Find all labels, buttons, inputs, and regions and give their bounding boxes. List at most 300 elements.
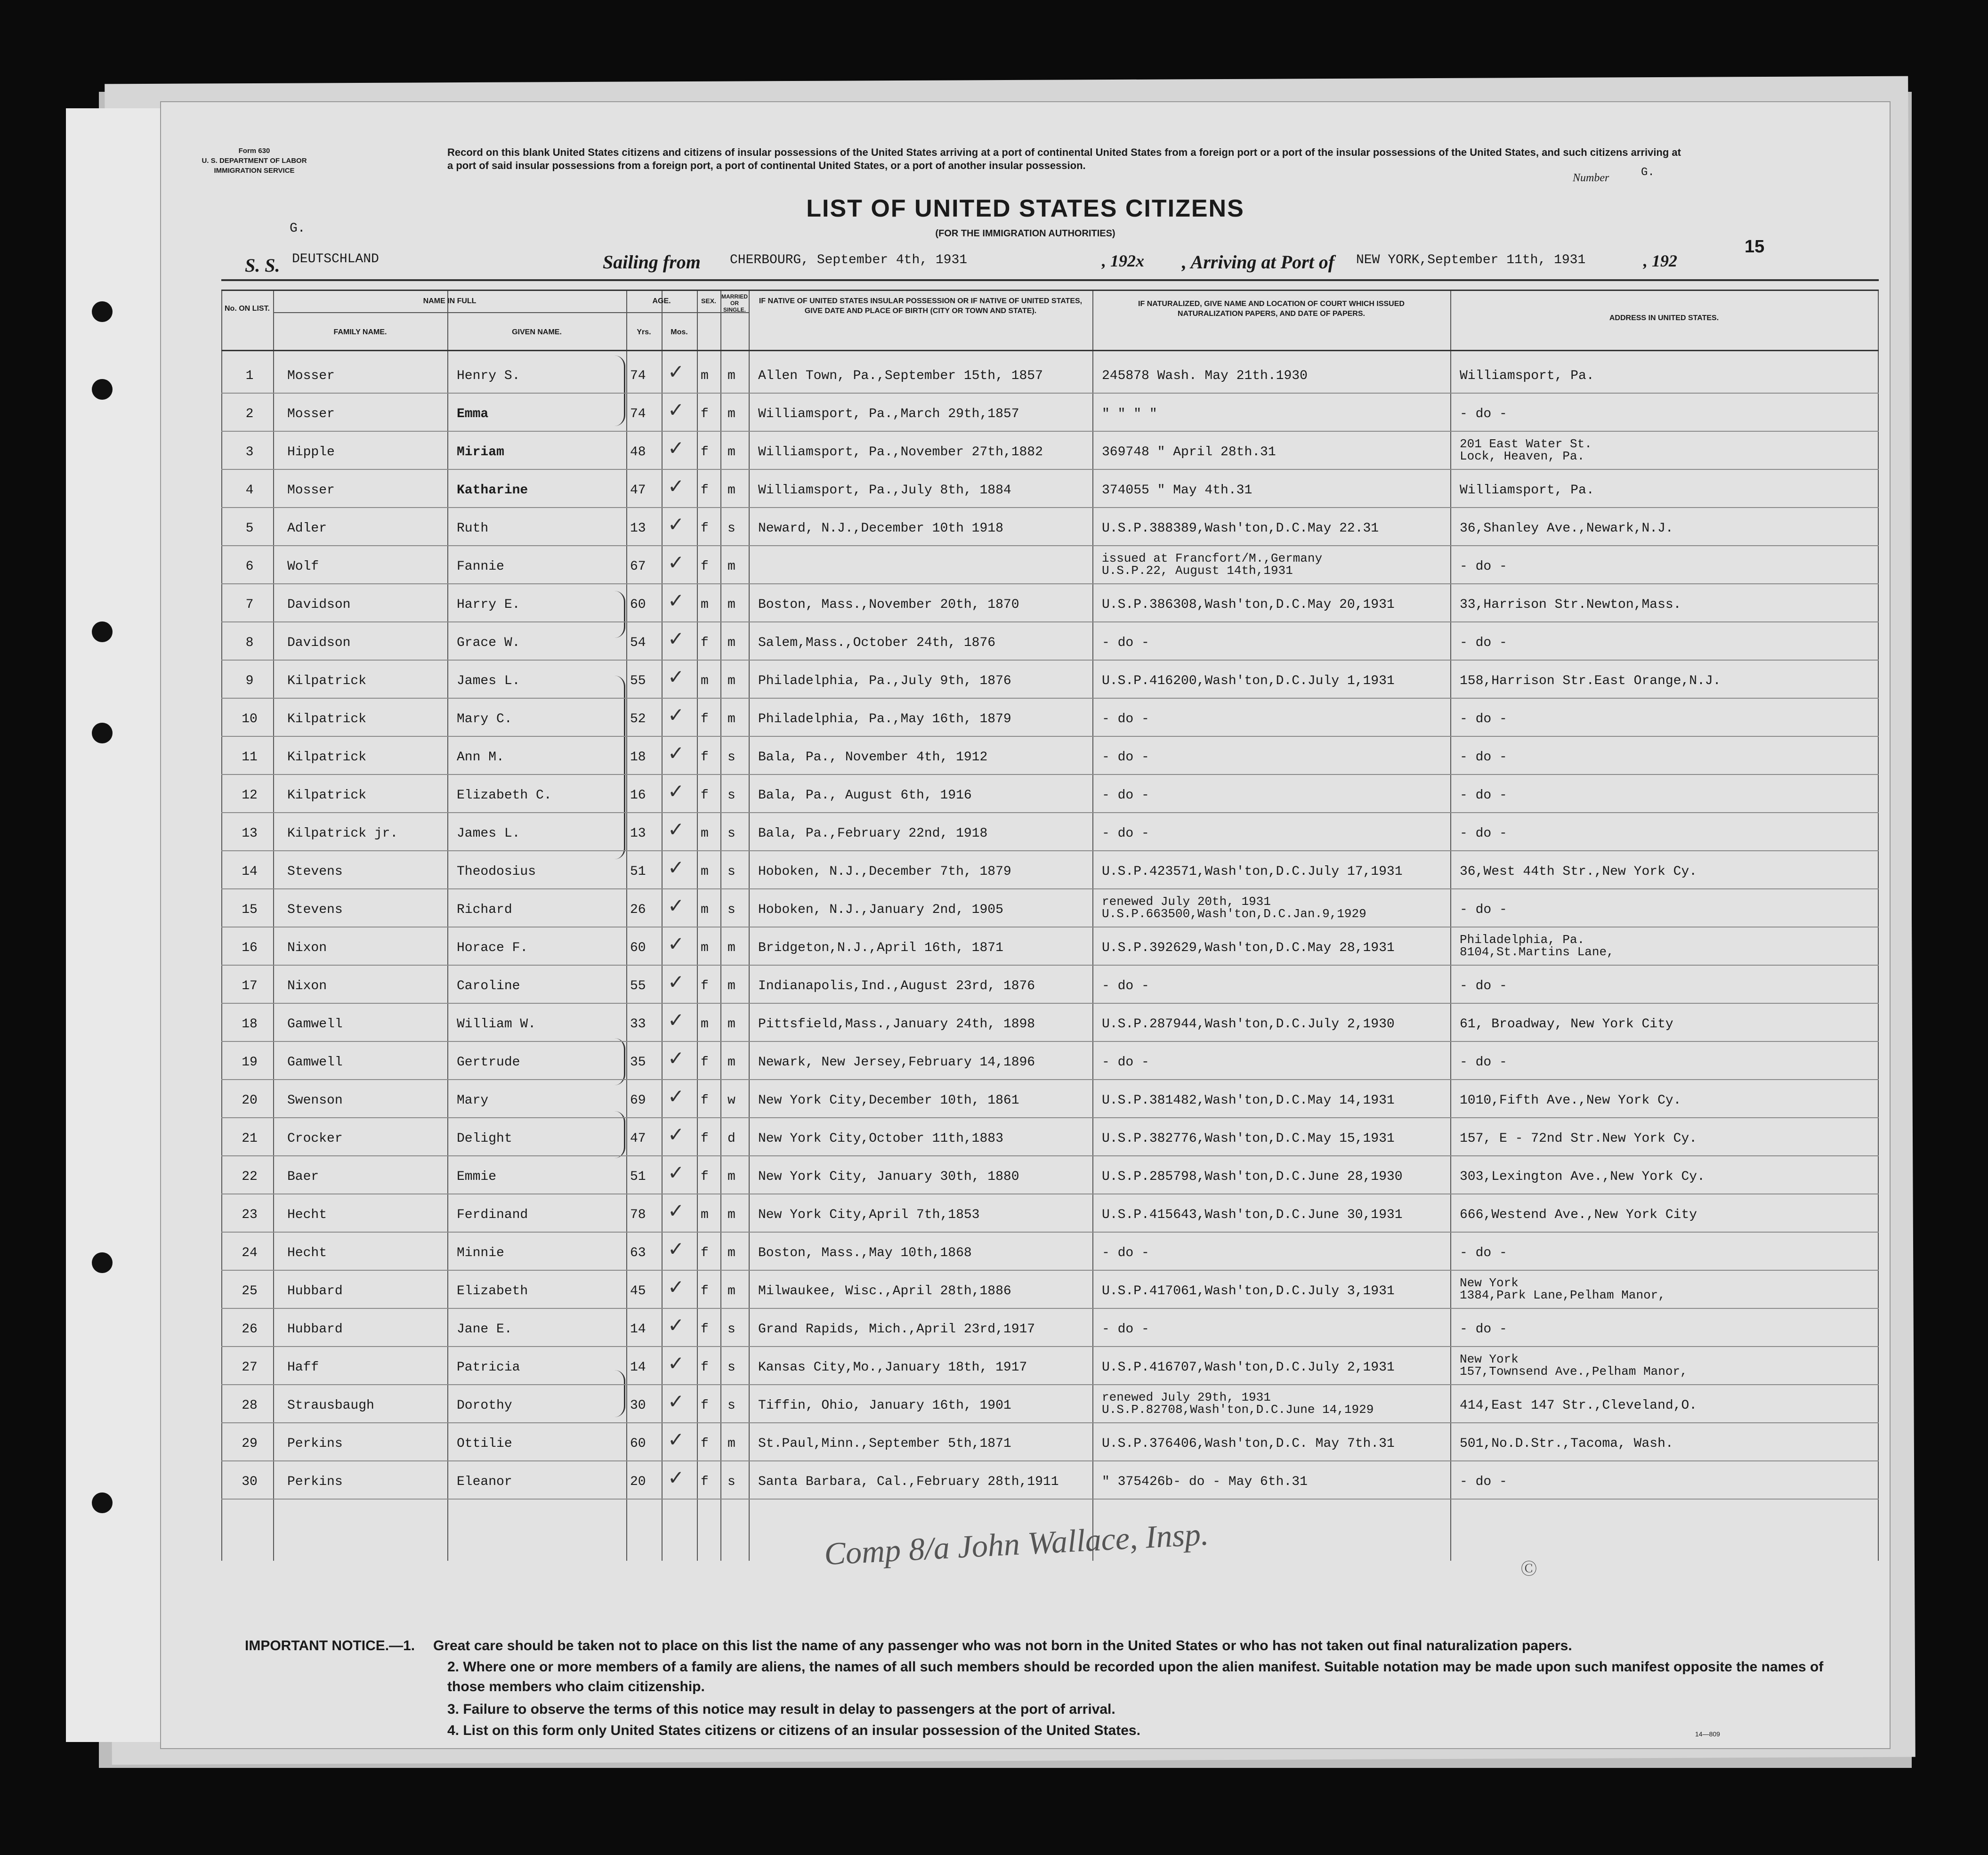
cell-addr: 666,Westend Ave.,New York City: [1460, 1208, 1697, 1222]
cell-birth: Hoboken, N.J.,December 7th, 1879: [758, 864, 1011, 879]
cell-addr: 36,West 44th Str.,New York Cy.: [1460, 864, 1697, 879]
notice-item-3: 3. Failure to observe the terms of this notice may result in delay to passengers at the port of arrival.: [447, 1702, 1115, 1717]
header-rule: [221, 279, 1879, 281]
check-mark: ✓: [668, 856, 685, 879]
cell-birth: Williamsport, Pa.,November 27th,1882: [758, 445, 1043, 460]
cell-addr: - do -: [1460, 1322, 1507, 1337]
cell-no: 25: [242, 1284, 258, 1298]
cell-nat: - do -: [1102, 750, 1149, 765]
row-rule: [221, 965, 1879, 966]
cell-given: Katharine: [457, 483, 528, 498]
check-mark: ✓: [668, 1008, 685, 1032]
cell-no: 13: [242, 826, 258, 841]
cell-sex: f: [701, 521, 709, 536]
cell-birth: Boston, Mass.,May 10th,1868: [758, 1246, 972, 1260]
cell-family: Nixon: [287, 979, 327, 993]
cell-addr-line2: 1384,Park Lane,Pelham Manor,: [1460, 1288, 1665, 1302]
cell-sex: m: [701, 1208, 709, 1222]
cell-nat: 245878 Wash. May 21th.1930: [1102, 369, 1308, 383]
cell-sex: f: [701, 445, 709, 460]
cell-addr: - do -: [1460, 1246, 1507, 1260]
cell-ms: m: [727, 979, 735, 993]
service-name: IMMIGRATION SERVICE: [214, 167, 295, 175]
ss-label: S. S.: [245, 255, 280, 276]
check-mark: ✓: [668, 1123, 685, 1146]
cell-nat: 374055 " May 4th.31: [1102, 483, 1253, 498]
cell-no: 8: [245, 636, 254, 650]
cell-nat: - do -: [1102, 1246, 1149, 1260]
table-top-rule: [221, 290, 1879, 291]
row-rule: [221, 1308, 1879, 1309]
punch-hole: [92, 1492, 113, 1513]
cell-ms: s: [727, 864, 735, 879]
cell-birth: Philadelphia, Pa.,May 16th, 1879: [758, 712, 1011, 726]
cell-no: 17: [242, 979, 258, 993]
cell-sex: f: [701, 1055, 709, 1070]
cell-age: 45: [630, 1284, 646, 1298]
cell-nat: U.S.P.423571,Wash'ton,D.C.July 17,1931: [1102, 864, 1403, 879]
cell-age: 54: [630, 636, 646, 650]
cell-no: 5: [245, 521, 254, 536]
cell-birth: Neward, N.J.,December 10th 1918: [758, 521, 1003, 536]
cell-nat: U.S.P.287944,Wash'ton,D.C.July 2,1930: [1102, 1017, 1395, 1032]
cell-given: Grace W.: [457, 636, 520, 650]
row-rule: [221, 507, 1879, 508]
cell-age: 60: [630, 1436, 646, 1451]
check-mark: ✓: [668, 360, 685, 383]
row-rule: [221, 1384, 1879, 1385]
cell-sex: f: [701, 1284, 709, 1298]
row-rule: [221, 812, 1879, 813]
punch-hole: [92, 621, 113, 642]
cell-ms: m: [727, 1017, 735, 1032]
cell-family: Hipple: [287, 445, 335, 460]
cell-no: 2: [245, 407, 254, 421]
check-mark: ✓: [668, 1352, 685, 1375]
cell-age: 47: [630, 1131, 646, 1146]
cell-sex: f: [701, 1475, 709, 1489]
cell-nat: U.S.P.285798,Wash'ton,D.C.June 28,1930: [1102, 1169, 1403, 1184]
subheader-rule: [273, 312, 749, 313]
cell-addr: - do -: [1460, 750, 1507, 765]
check-mark: ✓: [668, 665, 685, 688]
cell-birth: Bala, Pa.,February 22nd, 1918: [758, 826, 988, 841]
cell-nat-line2: U.S.P.22, August 14th,1931: [1102, 564, 1293, 578]
check-mark: ✓: [668, 1237, 685, 1260]
cell-ms: s: [727, 1398, 735, 1413]
check-mark: ✓: [668, 742, 685, 765]
cell-nat: U.S.P.386308,Wash'ton,D.C.May 20,1931: [1102, 597, 1395, 612]
cell-family: Gamwell: [287, 1055, 343, 1070]
cell-nat: 369748 " April 28th.31: [1102, 445, 1276, 460]
cell-addr: Williamsport, Pa.: [1460, 483, 1594, 498]
cell-sex: f: [701, 636, 709, 650]
cell-ms: s: [727, 1475, 735, 1489]
form-number: Form 630: [238, 147, 270, 155]
header-age: AGE.: [652, 297, 671, 305]
cell-given: Elizabeth: [457, 1284, 528, 1298]
check-mark: ✓: [668, 894, 685, 917]
cell-family: Hecht: [287, 1208, 327, 1222]
row-rule: [221, 1155, 1879, 1156]
check-mark: ✓: [668, 1047, 685, 1070]
cell-nat: U.S.P.392629,Wash'ton,D.C.May 28,1931: [1102, 941, 1395, 955]
col-rule: [273, 290, 274, 1561]
cell-no: 26: [242, 1322, 258, 1337]
arriving-at: NEW YORK,September 11th, 1931: [1356, 253, 1586, 267]
cell-birth: Hoboken, N.J.,January 2nd, 1905: [758, 903, 1003, 917]
cell-no: 15: [242, 903, 258, 917]
cell-nat: U.S.P.388389,Wash'ton,D.C.May 22.31: [1102, 521, 1379, 536]
notice-heading: IMPORTANT NOTICE.—1.: [245, 1638, 415, 1653]
row-rule: [221, 774, 1879, 775]
cell-no: 14: [242, 864, 258, 879]
cell-no: 30: [242, 1475, 258, 1489]
cell-nat: " " " ": [1102, 407, 1157, 421]
check-mark: ✓: [668, 398, 685, 421]
check-mark: ✓: [668, 932, 685, 955]
check-mark: ✓: [668, 1390, 685, 1413]
row-rule: [221, 1499, 1879, 1500]
department-name: U. S. DEPARTMENT OF LABOR: [202, 157, 307, 165]
punch-hole: [92, 379, 113, 400]
check-mark: ✓: [668, 436, 685, 460]
cell-given: Elizabeth C.: [457, 788, 552, 803]
cell-age: 63: [630, 1246, 646, 1260]
page-title: LIST OF UNITED STATES CITIZENS: [806, 195, 1245, 222]
cell-age: 60: [630, 941, 646, 955]
check-mark: ✓: [668, 1085, 685, 1108]
cell-age: 55: [630, 674, 646, 688]
ship-letter: G.: [290, 221, 306, 236]
cell-age: 47: [630, 483, 646, 498]
check-mark: ✓: [668, 1199, 685, 1222]
cell-age: 78: [630, 1208, 646, 1222]
cell-family: Hubbard: [287, 1284, 343, 1298]
cell-birth: New York City,October 11th,1883: [758, 1131, 1003, 1146]
cell-no: 10: [242, 712, 258, 726]
record-instructions: Record on this blank United States citizens and citizens of insular possessions of the United States arriving at a port of continental United States from a foreign port or a port of the insular possessions of the United States, and such citizens arriving at a port of said insular possessions from a foreign port, a port of continental United States, or a port of another insular possession.: [447, 146, 1681, 171]
cell-age: 14: [630, 1360, 646, 1375]
inspector-signature: Comp 8/a John Wallace, Insp.: [823, 1516, 1210, 1572]
cell-nat: " 375426b- do - May 6th.31: [1102, 1475, 1308, 1489]
header-married: MARRIED OR SINGLE.: [721, 293, 748, 313]
cell-addr: - do -: [1460, 407, 1507, 421]
check-mark: ✓: [668, 1314, 685, 1337]
cell-ms: s: [727, 1322, 735, 1337]
cell-addr: - do -: [1460, 712, 1507, 726]
cell-addr: Williamsport, Pa.: [1460, 369, 1594, 383]
family-brace: [614, 1038, 625, 1085]
cell-given: Gertrude: [457, 1055, 520, 1070]
number-label: Number: [1573, 172, 1609, 184]
sheet-number: 15: [1745, 237, 1765, 257]
row-rule: [221, 545, 1879, 546]
cell-addr: 414,East 147 Str.,Cleveland,O.: [1460, 1398, 1697, 1413]
row-rule: [221, 1079, 1879, 1080]
cell-family: Hubbard: [287, 1322, 343, 1337]
cell-family: Mosser: [287, 483, 335, 498]
sailing-label: Sailing from: [603, 251, 701, 273]
cell-given: Richard: [457, 903, 512, 917]
cell-sex: f: [701, 712, 709, 726]
check-mark: ✓: [668, 703, 685, 726]
cell-nat: renewed July 20th, 1931: [1102, 895, 1271, 909]
header-naturalized: IF NATURALIZED, GIVE NAME AND LOCATION OF COURT WHICH ISSUED NATURALIZATION PAPERS, AND DATE OF PAPERS.: [1138, 300, 1405, 318]
col-rule: [1092, 290, 1093, 1561]
cell-sex: m: [701, 941, 709, 955]
col-rule: [1878, 290, 1879, 1561]
cell-sex: m: [701, 903, 709, 917]
cell-age: 18: [630, 750, 646, 765]
check-mark: ✓: [668, 970, 685, 993]
cell-birth: Williamsport, Pa.,July 8th, 1884: [758, 483, 1011, 498]
cell-age: 16: [630, 788, 646, 803]
cell-nat: renewed July 29th, 1931: [1102, 1390, 1271, 1404]
cell-given: Caroline: [457, 979, 520, 993]
header-mos: Mos.: [671, 328, 688, 336]
row-rule: [221, 660, 1879, 661]
cell-ms: d: [727, 1131, 735, 1146]
cell-age: 55: [630, 979, 646, 993]
cell-family: Hecht: [287, 1246, 327, 1260]
row-rule: [221, 1422, 1879, 1423]
cell-age: 60: [630, 597, 646, 612]
cell-addr: - do -: [1460, 979, 1507, 993]
cell-no: 20: [242, 1093, 258, 1108]
cell-age: 20: [630, 1475, 646, 1489]
cell-family: Perkins: [287, 1475, 343, 1489]
cell-family: Haff: [287, 1360, 319, 1375]
cell-given: Henry S.: [457, 369, 520, 383]
cell-given: Theodosius: [457, 864, 536, 879]
cell-given: Horace F.: [457, 941, 528, 955]
cell-ms: m: [727, 445, 735, 460]
stamp-mark: Ⓒ: [1521, 1561, 1537, 1578]
col-rule: [749, 290, 750, 1561]
header-address: ADDRESS IN UNITED STATES.: [1609, 314, 1719, 322]
cell-nat: - do -: [1102, 1322, 1149, 1337]
cell-addr: New York: [1460, 1276, 1519, 1290]
notice-item-1: Great care should be taken not to place on this list the name of any passenger who was not born in the United States or who has not taken out final naturalization papers.: [433, 1638, 1572, 1653]
cell-sex: f: [701, 1169, 709, 1184]
cell-age: 74: [630, 407, 646, 421]
cell-addr: 501,No.D.Str.,Tacoma, Wash.: [1460, 1436, 1673, 1451]
cell-given: Ann M.: [457, 750, 504, 765]
cell-ms: s: [727, 750, 735, 765]
cell-family: Perkins: [287, 1436, 343, 1451]
cell-given: James L.: [457, 674, 520, 688]
cell-ms: m: [727, 1055, 735, 1070]
cell-family: Strausbaugh: [287, 1398, 374, 1413]
family-brace: [614, 1370, 625, 1417]
cell-addr: 33,Harrison Str.Newton,Mass.: [1460, 597, 1681, 612]
cell-given: Ottilie: [457, 1436, 512, 1451]
cell-birth: New York City, January 30th, 1880: [758, 1169, 1019, 1184]
cell-family: Gamwell: [287, 1017, 343, 1032]
row-rule: [221, 1460, 1879, 1461]
family-brace: [614, 591, 625, 638]
cell-given: William W.: [457, 1017, 536, 1032]
cell-family: Kilpatrick: [287, 788, 367, 803]
cell-nat: - do -: [1102, 826, 1149, 841]
cell-no: 24: [242, 1246, 258, 1260]
family-brace: [614, 676, 625, 859]
cell-ms: m: [727, 1169, 735, 1184]
cell-no: 28: [242, 1398, 258, 1413]
cell-age: 33: [630, 1017, 646, 1032]
check-mark: ✓: [668, 1466, 685, 1489]
col-rule: [626, 290, 627, 1561]
cell-addr: - do -: [1460, 559, 1507, 574]
cell-sex: f: [701, 1436, 709, 1451]
cell-birth: Philadelphia, Pa.,July 9th, 1876: [758, 674, 1011, 688]
cell-given: Harry E.: [457, 597, 520, 612]
row-rule: [221, 736, 1879, 737]
cell-given: Minnie: [457, 1246, 504, 1260]
form-identifier: [193, 146, 315, 176]
cell-age: 69: [630, 1093, 646, 1108]
header-no: No. ON LIST.: [225, 305, 270, 313]
cell-given: Emmie: [457, 1169, 497, 1184]
cell-addr: 201 East Water St.: [1460, 437, 1592, 451]
cell-no: 11: [242, 750, 258, 765]
number-value: G.: [1641, 166, 1655, 179]
cell-no: 9: [245, 674, 254, 688]
passenger-table: [221, 290, 1879, 1561]
cell-no: 12: [242, 788, 258, 803]
cell-birth: Williamsport, Pa.,March 29th,1857: [758, 407, 1019, 421]
cell-age: 30: [630, 1398, 646, 1413]
cell-addr: - do -: [1460, 826, 1507, 841]
cell-ms: s: [727, 521, 735, 536]
check-mark: ✓: [668, 475, 685, 498]
year-field-1: , 192x: [1102, 251, 1144, 270]
row-rule: [221, 850, 1879, 851]
cell-family: Crocker: [287, 1131, 343, 1146]
header-family-name: FAMILY NAME.: [333, 328, 387, 336]
cell-birth: New York City,April 7th,1853: [758, 1208, 980, 1222]
cell-addr: 36,Shanley Ave.,Newark,N.J.: [1460, 521, 1673, 536]
cell-nat: U.S.P.417061,Wash'ton,D.C.July 3,1931: [1102, 1284, 1395, 1298]
row-rule: [221, 393, 1879, 394]
row-rule: [221, 1041, 1879, 1042]
cell-sex: f: [701, 750, 709, 765]
cell-family: Stevens: [287, 903, 343, 917]
family-brace: [614, 355, 625, 426]
col-rule: [1450, 290, 1451, 1561]
cell-nat: U.S.P.416707,Wash'ton,D.C.July 2,1931: [1102, 1360, 1395, 1375]
header-yrs: Yrs.: [637, 328, 651, 336]
cell-ms: s: [727, 788, 735, 803]
cell-birth: Bala, Pa., November 4th, 1912: [758, 750, 988, 765]
cell-addr: 1010,Fifth Ave.,New York Cy.: [1460, 1093, 1681, 1108]
cell-no: 4: [245, 483, 254, 498]
cell-birth: Grand Rapids, Mich.,April 23rd,1917: [758, 1322, 1035, 1337]
cell-family: Kilpatrick: [287, 712, 367, 726]
cell-sex: f: [701, 1360, 709, 1375]
row-rule: [221, 1117, 1879, 1118]
cell-birth: Salem,Mass.,October 24th, 1876: [758, 636, 996, 650]
cell-ms: m: [727, 1246, 735, 1260]
sailing-from: CHERBOURG, September 4th, 1931: [730, 253, 968, 267]
cell-nat-line2: U.S.P.663500,Wash'ton,D.C.Jan.9,1929: [1102, 907, 1366, 921]
cell-birth: Boston, Mass.,November 20th, 1870: [758, 597, 1019, 612]
cell-nat: U.S.P.415643,Wash'ton,D.C.June 30,1931: [1102, 1208, 1403, 1222]
cell-sex: f: [701, 788, 709, 803]
cell-no: 3: [245, 445, 254, 460]
cell-no: 1: [245, 369, 254, 383]
row-rule: [221, 698, 1879, 699]
cell-addr: New York: [1460, 1352, 1519, 1366]
cell-sex: f: [701, 407, 709, 421]
cell-birth: Tiffin, Ohio, January 16th, 1901: [758, 1398, 1011, 1413]
cell-family: Wolf: [287, 559, 319, 574]
cell-given: Eleanor: [457, 1475, 512, 1489]
cell-birth: Bridgeton,N.J.,April 16th, 1871: [758, 941, 1003, 955]
cell-birth: Kansas City,Mo.,January 18th, 1917: [758, 1360, 1027, 1375]
cell-ms: m: [727, 407, 735, 421]
punch-hole: [92, 1252, 113, 1273]
cell-sex: m: [701, 826, 709, 841]
cell-no: 7: [245, 597, 254, 612]
family-brace: [614, 1111, 625, 1158]
row-rule: [221, 469, 1879, 470]
col-rule: [720, 290, 721, 1561]
punch-hole: [92, 723, 113, 743]
cell-family: Mosser: [287, 369, 335, 383]
cell-ms: m: [727, 1208, 735, 1222]
cell-ms: m: [727, 483, 735, 498]
cell-addr-line2: 8104,St.Martins Lane,: [1460, 945, 1614, 959]
header-sex: SEX.: [701, 297, 716, 305]
cell-sex: m: [701, 369, 709, 383]
check-mark: ✓: [668, 551, 685, 574]
cell-family: Davidson: [287, 597, 351, 612]
row-rule: [221, 888, 1879, 889]
cell-addr: - do -: [1460, 1055, 1507, 1070]
cell-given: Ruth: [457, 521, 489, 536]
page-subtitle: (FOR THE IMMIGRATION AUTHORITIES): [935, 228, 1115, 239]
cell-ms: s: [727, 1360, 735, 1375]
cell-sex: m: [701, 864, 709, 879]
cell-ms: m: [727, 559, 735, 574]
cell-age: 35: [630, 1055, 646, 1070]
cell-sex: f: [701, 1131, 709, 1146]
cell-birth: Santa Barbara, Cal.,February 28th,1911: [758, 1475, 1059, 1489]
col-rule: [662, 290, 663, 1561]
cell-birth: Milwaukee, Wisc.,April 28th,1886: [758, 1284, 1011, 1298]
cell-given: Miriam: [457, 445, 504, 460]
manifest-page: [160, 101, 1891, 1749]
cell-no: 22: [242, 1169, 258, 1184]
cell-nat: U.S.P.416200,Wash'ton,D.C.July 1,1931: [1102, 674, 1395, 688]
cell-age: 67: [630, 559, 646, 574]
cell-given: Jane E.: [457, 1322, 512, 1337]
cell-given: Patricia: [457, 1360, 520, 1375]
cell-addr: - do -: [1460, 1475, 1507, 1489]
row-rule: [221, 1270, 1879, 1271]
cell-addr: 157, E - 72nd Str.New York Cy.: [1460, 1131, 1697, 1146]
check-mark: ✓: [668, 818, 685, 841]
cell-age: 13: [630, 826, 646, 841]
cell-nat: U.S.P.382776,Wash'ton,D.C.May 15,1931: [1102, 1131, 1395, 1146]
cell-family: Davidson: [287, 636, 351, 650]
cell-ms: m: [727, 712, 735, 726]
notice-item-4: 4. List on this form only United States citizens or citizens of an insular possession of the United States.: [447, 1723, 1140, 1738]
header-given-name: GIVEN NAME.: [512, 328, 562, 336]
cell-no: 19: [242, 1055, 258, 1070]
